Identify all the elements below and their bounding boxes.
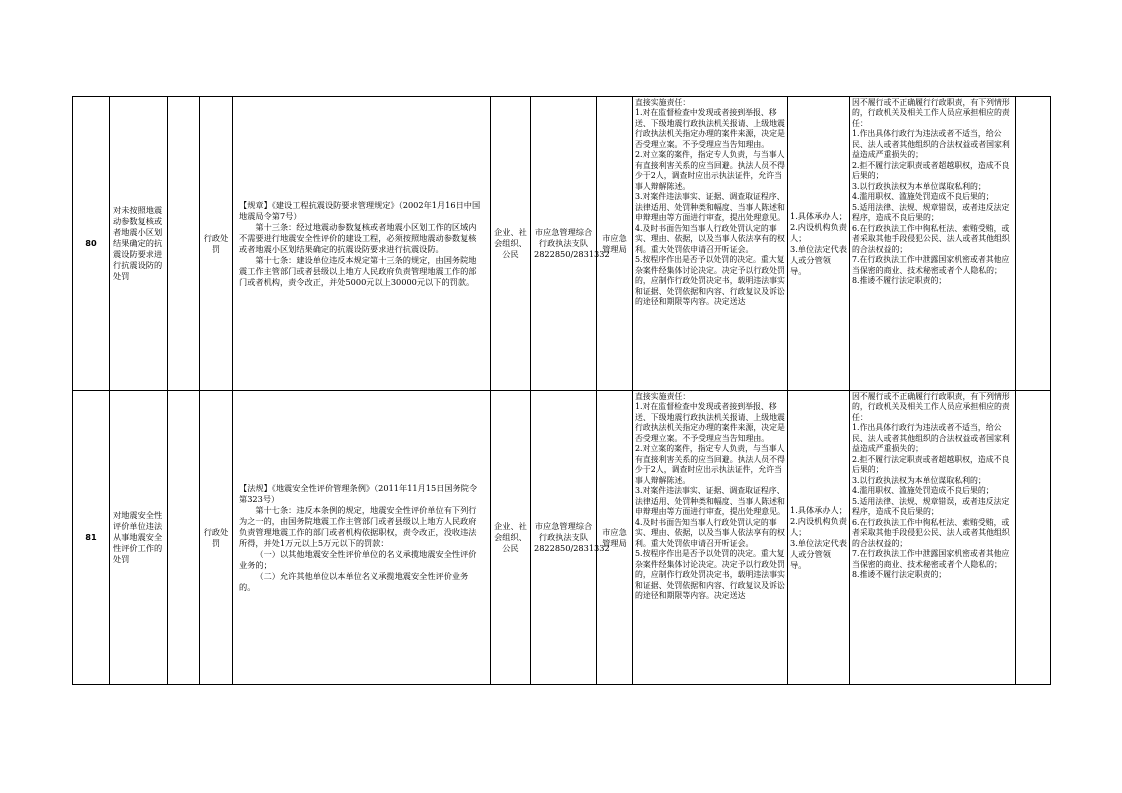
fault-line: 1.作出具体行政行为违法或者不适当，给公民、法人或者其他组织的合法权益或者国家利益造成严重损失的； xyxy=(852,129,1010,159)
fault-line: 7.在行政执法工作中泄露国家机密或者其他应当保密的商业、技术秘密或者个人隐私的； xyxy=(852,255,1010,275)
duty-line: 1.对在监督检查中发现或者接到举报、移送、下级地震行政执法机关报请、上级地震行政执法机关指定办理的案件来源，决定是否受理立案。不予受理应当告知理由。 xyxy=(635,108,785,149)
basis-paragraph: 第十七条：违反本条例的规定，地震安全性评价单位有下列行为之一的，由国务院地震工作主管部门或者县级以上地方人民政府负责管理地震工作的部门或者机构依据职权，责令改正，没收违法所得，并处1万元以上5万元以下的罚款： xyxy=(239,504,477,548)
legal-basis xyxy=(233,391,491,685)
authority-table xyxy=(72,96,1051,685)
duty-line: 3.对案件违法事实、证据、调查取证程序、法律适用、处罚种类和幅度、当事人陈述和申辩理由等方面进行审查，提出处理意见。 xyxy=(635,192,785,222)
remarks-cell xyxy=(1016,97,1051,391)
accountability-cell xyxy=(850,391,1016,685)
item-name: 对地震安全性评价单位违法从事地震安全性评价工作的处罚 xyxy=(110,391,168,685)
resp-line: 2.内设机构负责人； xyxy=(790,515,847,537)
resp-line: 1.具体承办人； xyxy=(790,210,847,221)
basis-title: 【规章】《建设工程抗震设防要求管理规定》（2002年1月16日中国地震局令第7号） xyxy=(239,199,481,221)
duty-line: 直接实施责任： xyxy=(635,391,691,401)
row-number: 80 xyxy=(73,97,110,391)
duty-line: 2.对立案的案件，指定专人负责，与当事人有直接利害关系的应当回避。执法人员不得少于2人，调查时应出示执法证件，允许当事人辩解陈述。 xyxy=(635,150,785,191)
duty-line: 5.按程序作出是否予以处罚的决定。重大复杂案件经集体讨论决定。决定予以行政处罚的，应制作行政处罚决定书，载明违法事实和证据、处罚依据和内容、行政复议及诉讼的途径和期限等内容。决定送达 xyxy=(635,549,785,600)
responsible-dept: 市应急管理局 xyxy=(597,391,633,685)
duty-cell xyxy=(633,391,788,685)
fault-line: 1.作出具体行政行为违法或者不适当，给公民、法人或者其他组织的合法权益或者国家利益造成严重损失的； xyxy=(852,423,1010,453)
fault-line: 2.拒不履行法定职责或者超越职权，造成不良后果的； xyxy=(852,454,1010,474)
fault-line: 5.适用法律、法规、规章错误，或者违反法定程序，造成不良后果的； xyxy=(852,496,1010,516)
row-number: 81 xyxy=(73,391,110,685)
fault-line: 3.以行政执法权为本单位谋取私利的； xyxy=(852,475,986,485)
target-subject: 企业、社会组织、公民 xyxy=(491,391,531,685)
fault-line: 因不履行或不正确履行行政职责，有下列情形的，行政机关及相关工作人员应承担相应的责任： xyxy=(852,97,1010,128)
duty-line: 4.及时书面告知当事人行政处罚认定的事实、理由、依据，以及当事人依法享有的权利。重大处罚依申请召开听证会。 xyxy=(635,517,785,548)
fault-line: 3.以行政执法权为本单位谋取私利的； xyxy=(852,181,986,191)
fault-line: 2.拒不履行法定职责或者超越职权，造成不良后果的； xyxy=(852,160,1010,180)
fault-line: 因不履行或不正确履行行政职责，有下列情形的，行政机关及相关工作人员应承担相应的责任： xyxy=(852,391,1010,422)
basis-title: 【法规】《地震安全性评价管理条例》（2011年11月15日国务院令第323号） xyxy=(239,482,478,504)
fault-line: 5.适用法律、法规、规章错误，或者违反法定程序，造成不良后果的； xyxy=(852,202,1010,222)
duty-line: 3.对案件违法事实、证据、调查取证程序、法律适用、处罚种类和幅度、当事人陈述和申辩理由等方面进行审查，提出处理意见。 xyxy=(635,486,785,516)
item-category: 行政处罚 xyxy=(200,97,233,391)
resp-line: 3.单位法定代表人或分管领导。 xyxy=(790,243,847,276)
duty-line: 5.按程序作出是否予以处罚的决定。重大复杂案件经集体讨论决定。决定予以行政处罚的，应制作行政处罚决定书，载明违法事实和证据、处罚依据和内容、行政复议及诉讼的途径和期限等内容。决定送达 xyxy=(635,255,785,306)
responsible-dept: 市应急管理局 xyxy=(597,97,633,391)
basis-paragraph: （一）以其他地震安全性评价单位的名义承揽地震安全性评价业务的； xyxy=(239,548,477,570)
accountability-cell xyxy=(850,97,1016,391)
table-row xyxy=(73,391,1051,685)
responsible-persons xyxy=(788,391,850,685)
empty-cell xyxy=(168,391,200,685)
fault-line: 8.推诿不履行法定职责的； xyxy=(852,276,947,285)
fault-line: 8.推诿不履行法定职责的； xyxy=(852,570,947,579)
fault-line: 6.在行政执法工作中徇私枉法、索贿受贿，或者采取其他手段侵犯公民、法人或者其他组织的合法权益的； xyxy=(852,517,1010,548)
resp-line: 1.具体承办人； xyxy=(790,504,847,515)
duty-line: 1.对在监督检查中发现或者接到举报、移送、下级地震行政执法机关报请、上级地震行政执法机关指定办理的案件来源，决定是否受理立案。不予受理应当告知理由。 xyxy=(635,402,785,443)
basis-paragraph: 第十三条：经过地震动参数复核或者地震小区划工作的区域内不需要进行地震安全性评价的建设工程，必须按照地震动参数复核或者地震小区划结果确定的抗震设防要求进行抗震设防。 xyxy=(239,221,477,254)
legal-basis xyxy=(233,97,491,391)
empty-cell xyxy=(168,97,200,391)
remarks-cell xyxy=(1016,391,1051,685)
item-category: 行政处罚 xyxy=(200,391,233,685)
basis-paragraph: 第十七条：建设单位违反本规定第十三条的规定，由国务院地震工作主管部门或者县级以上地方人民政府负责管理地震工作的部门或者机构，责令改正，并处5000元以上30000元以下的罚款。 xyxy=(239,254,477,287)
duty-line: 4.及时书面告知当事人行政处罚认定的事实、理由、依据，以及当事人依法享有的权利。重大处罚依申请召开听证会。 xyxy=(635,223,785,254)
target-subject: 企业、社会组织、公民 xyxy=(491,97,531,391)
table-row xyxy=(73,97,1051,391)
item-name: 对未按照地震动参数复核或者地震小区划结果确定的抗震设防要求进行抗震设防的处罚 xyxy=(110,97,168,391)
responsible-persons xyxy=(788,97,850,391)
fault-line: 4.滥用职权、滥施处罚造成不良后果的； xyxy=(852,192,994,201)
duty-cell xyxy=(633,97,788,391)
resp-line: 2.内设机构负责人； xyxy=(790,221,847,243)
basis-paragraph: （二）允许其他单位以本单位名义承揽地震安全性评价业务的。 xyxy=(239,570,469,592)
fault-line: 6.在行政执法工作中徇私枉法、索贿受贿，或者采取其他手段侵犯公民、法人或者其他组织的合法权益的； xyxy=(852,223,1010,254)
duty-line: 2.对立案的案件，指定专人负责，与当事人有直接利害关系的应当回避。执法人员不得少于2人，调查时应出示执法证件，允许当事人辩解陈述。 xyxy=(635,444,785,485)
fault-line: 7.在行政执法工作中泄露国家机密或者其他应当保密的商业、技术秘密或者个人隐私的； xyxy=(852,549,1010,569)
implementing-org: 市应急管理综合行政执法支队2822850/2831332 xyxy=(531,391,597,685)
resp-line: 3.单位法定代表人或分管领导。 xyxy=(790,537,847,570)
duty-line: 直接实施责任： xyxy=(635,97,691,107)
implementing-org: 市应急管理综合行政执法支队2822850/2831332 xyxy=(531,97,597,391)
fault-line: 4.滥用职权、滥施处罚造成不良后果的； xyxy=(852,486,994,495)
